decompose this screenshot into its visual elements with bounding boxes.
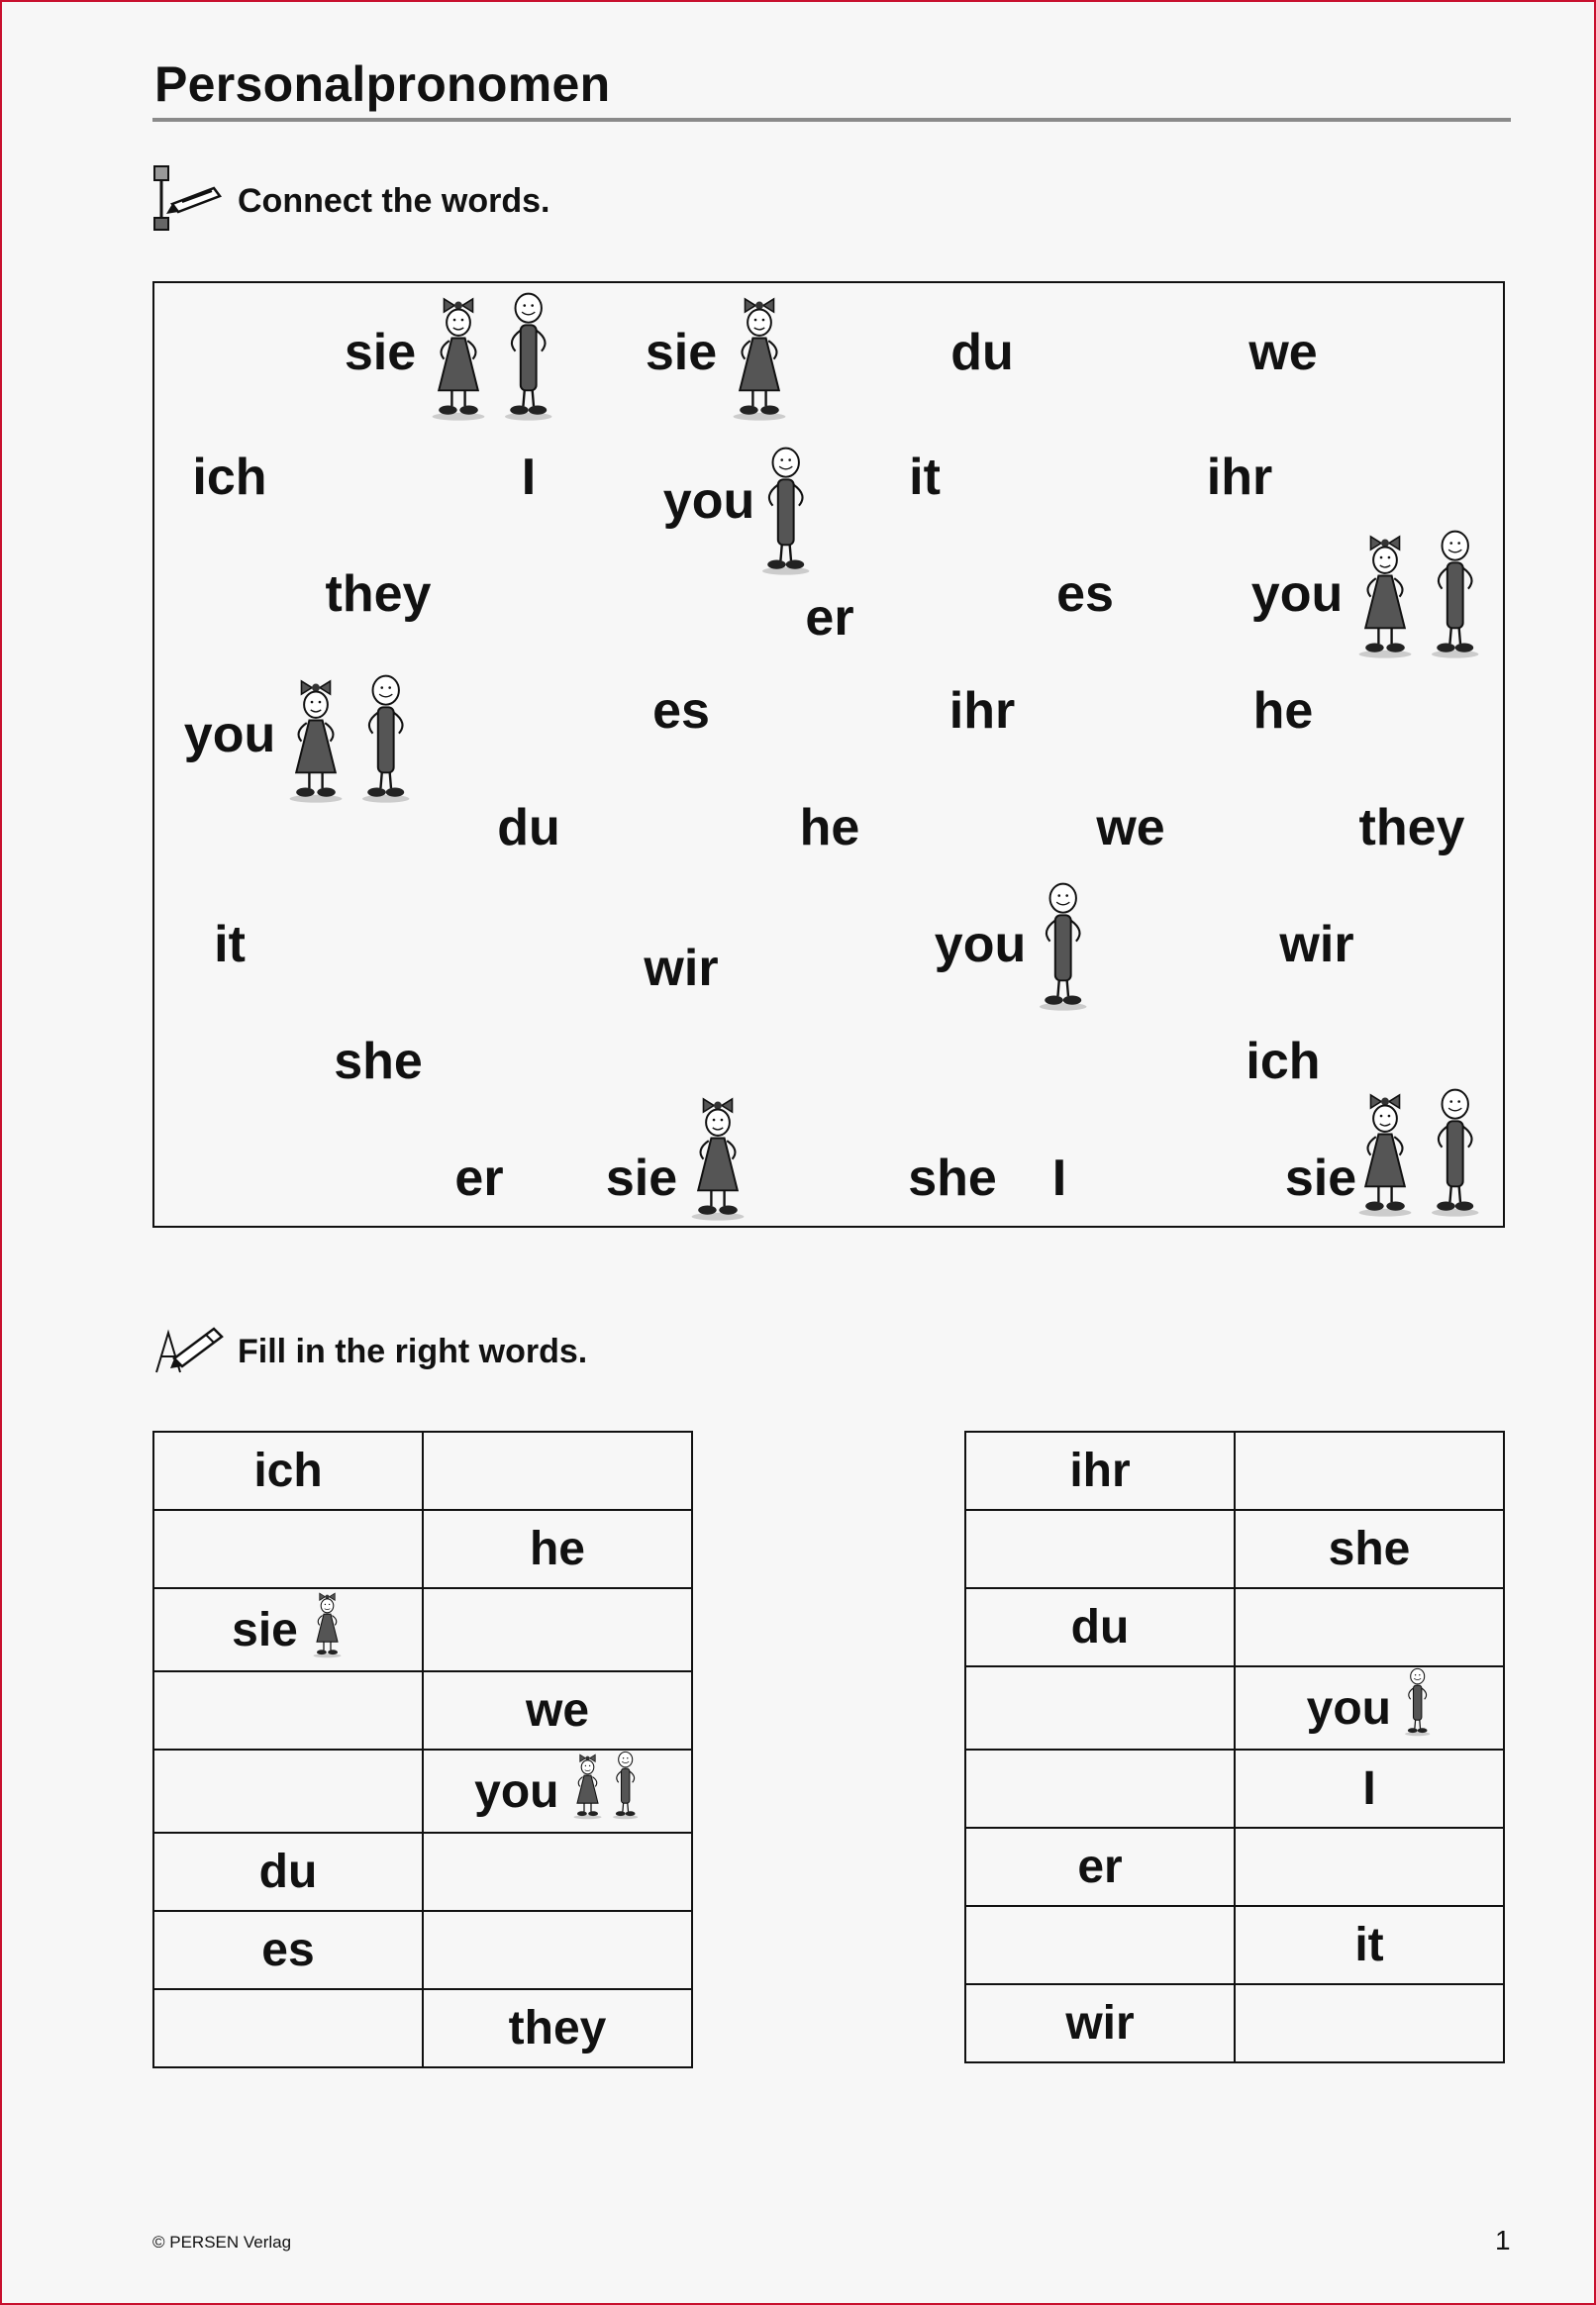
pronoun-figure [310, 1589, 345, 1670]
german-cell [965, 1588, 1235, 1666]
connect-word[interactable]: they [1358, 799, 1465, 856]
german-word: er [1077, 1841, 1123, 1893]
table-row [965, 1906, 1504, 1984]
german-word: es [261, 1924, 315, 1976]
german-cell[interactable] [965, 1510, 1235, 1588]
german-cell[interactable] [153, 1750, 423, 1833]
pronoun-figure [1403, 1667, 1432, 1749]
table-row [965, 1984, 1504, 2062]
pronoun-figure [1352, 529, 1482, 659]
german-cell[interactable] [965, 1666, 1235, 1750]
english-word: it [1354, 1919, 1384, 1971]
boy-figure-icon [1428, 1087, 1482, 1218]
title-underline [152, 118, 1511, 122]
english-cell[interactable] [423, 1588, 692, 1671]
page-title: Personalpronomen [154, 56, 611, 112]
connect-word[interactable]: es [652, 682, 710, 740]
fill-instruction-text: Fill in the right words. [238, 1332, 588, 1370]
boy-figure-icon [1036, 881, 1090, 1012]
english-cell [1235, 1750, 1504, 1828]
connect-word[interactable]: sie [1284, 1150, 1357, 1207]
german-cell[interactable] [965, 1750, 1235, 1828]
connect-word[interactable]: er [454, 1150, 504, 1207]
connect-word[interactable]: du [497, 799, 560, 856]
english-word: we [525, 1684, 590, 1737]
page-number: 1 [1495, 2225, 1511, 2255]
table-row [153, 1911, 692, 1989]
connect-word[interactable]: it [214, 916, 246, 973]
connect-word[interactable]: it [909, 449, 941, 506]
german-cell[interactable] [965, 1906, 1235, 1984]
connect-word[interactable]: wir [644, 940, 719, 997]
english-word: she [1328, 1523, 1411, 1575]
german-cell [965, 1828, 1235, 1906]
connect-word[interactable]: ihr [1206, 449, 1273, 506]
table-row [153, 1588, 692, 1671]
english-cell [1235, 1510, 1504, 1588]
fill-table-left [152, 1431, 693, 2068]
girl-figure-icon [1352, 529, 1418, 659]
german-cell [153, 1432, 423, 1510]
connect-word[interactable]: ich [1246, 1033, 1321, 1090]
german-word: du [258, 1846, 318, 1898]
boy-figure-icon [501, 291, 555, 422]
fill-table-right [964, 1431, 1505, 2063]
table-row [153, 1989, 692, 2067]
german-cell [965, 1432, 1235, 1510]
german-word: ihr [1069, 1445, 1131, 1497]
connect-word[interactable]: ich [192, 449, 267, 506]
english-cell [423, 1750, 692, 1833]
pronoun-figure [570, 1751, 640, 1832]
girl-figure-icon [685, 1091, 750, 1222]
english-cell[interactable] [1235, 1984, 1504, 2062]
connect-word[interactable]: I [1051, 1150, 1067, 1207]
girl-figure-icon [570, 1751, 605, 1832]
english-cell [423, 1671, 692, 1750]
german-cell[interactable] [153, 1989, 423, 2067]
girl-figure-icon [310, 1589, 345, 1670]
boy-figure-icon [1403, 1667, 1432, 1749]
english-cell[interactable] [1235, 1588, 1504, 1666]
german-word: du [1070, 1601, 1130, 1654]
connect-words-box [152, 281, 1505, 1228]
connect-instruction-text: Connect the words. [238, 181, 550, 220]
table-row [965, 1432, 1504, 1510]
german-cell [965, 1984, 1235, 2062]
connect-word[interactable]: sie [344, 324, 417, 381]
german-word: sie [232, 1603, 298, 1656]
pronoun-figure [1352, 1087, 1482, 1218]
connect-word[interactable]: sie [645, 324, 718, 381]
english-cell[interactable] [423, 1432, 692, 1510]
connect-word[interactable]: wir [1279, 916, 1354, 973]
english-cell [423, 1989, 692, 2067]
german-word: ich [253, 1445, 323, 1497]
table-row [153, 1510, 692, 1588]
english-word: you [474, 1764, 559, 1818]
boy-figure-icon [1428, 529, 1482, 659]
girl-figure-icon [1352, 1087, 1418, 1218]
table-row [153, 1671, 692, 1750]
girl-figure-icon [426, 291, 491, 422]
connect-word[interactable]: er [805, 589, 854, 647]
table-row [965, 1750, 1504, 1828]
english-cell[interactable] [423, 1911, 692, 1989]
connect-word[interactable]: she [908, 1150, 997, 1207]
table-row [153, 1432, 692, 1510]
connect-word[interactable]: you [183, 706, 276, 763]
copyright: © PERSEN Verlag [152, 2233, 292, 2252]
connect-word[interactable]: they [325, 565, 432, 623]
english-cell[interactable] [1235, 1432, 1504, 1510]
connect-word[interactable]: he [799, 799, 860, 856]
boy-figure-icon [358, 673, 413, 804]
english-cell [423, 1510, 692, 1588]
boy-figure-icon [758, 446, 813, 576]
connect-word[interactable]: sie [605, 1150, 678, 1207]
table-row [153, 1833, 692, 1911]
connect-word[interactable]: du [950, 324, 1014, 381]
connect-word[interactable]: you [662, 472, 755, 530]
connect-instruction [152, 166, 549, 236]
english-word: he [529, 1523, 585, 1575]
boy-figure-icon [611, 1751, 640, 1832]
english-cell[interactable] [1235, 1828, 1504, 1906]
connect-word[interactable]: ihr [948, 682, 1016, 740]
pronoun-figure [758, 446, 813, 576]
pencil-letter-icon [152, 1319, 224, 1385]
girl-figure-icon [727, 291, 792, 422]
german-cell[interactable] [153, 1671, 423, 1750]
german-cell [153, 1588, 423, 1671]
table-row [965, 1828, 1504, 1906]
german-cell [153, 1833, 423, 1911]
pronoun-figure [426, 291, 555, 422]
english-word: you [1306, 1681, 1391, 1735]
pronoun-figure [283, 673, 413, 804]
table-row [965, 1510, 1504, 1588]
table-row [153, 1750, 692, 1833]
pronoun-figure [1036, 881, 1090, 1012]
english-word: they [508, 2002, 607, 2054]
connect-word[interactable]: es [1056, 565, 1114, 623]
fill-instruction [152, 1317, 587, 1386]
connect-word[interactable]: you [1250, 565, 1344, 623]
english-word: I [1362, 1762, 1376, 1815]
table-row [965, 1588, 1504, 1666]
german-cell [153, 1911, 423, 1989]
connect-word[interactable]: he [1252, 682, 1314, 740]
german-word: wir [1065, 1997, 1135, 2050]
english-cell [1235, 1666, 1504, 1750]
english-cell[interactable] [423, 1833, 692, 1911]
girl-figure-icon [283, 673, 349, 804]
connect-word[interactable]: you [934, 916, 1027, 973]
pronoun-figure [685, 1091, 750, 1222]
english-cell [1235, 1906, 1504, 1984]
connect-word[interactable]: we [1248, 324, 1318, 381]
ruler-pencil-icon [152, 162, 224, 241]
german-cell[interactable] [153, 1510, 423, 1588]
connect-word[interactable]: we [1096, 799, 1165, 856]
connect-word[interactable]: I [521, 449, 537, 506]
pronoun-figure [727, 291, 792, 422]
connect-word[interactable]: she [334, 1033, 423, 1090]
table-row [965, 1666, 1504, 1750]
